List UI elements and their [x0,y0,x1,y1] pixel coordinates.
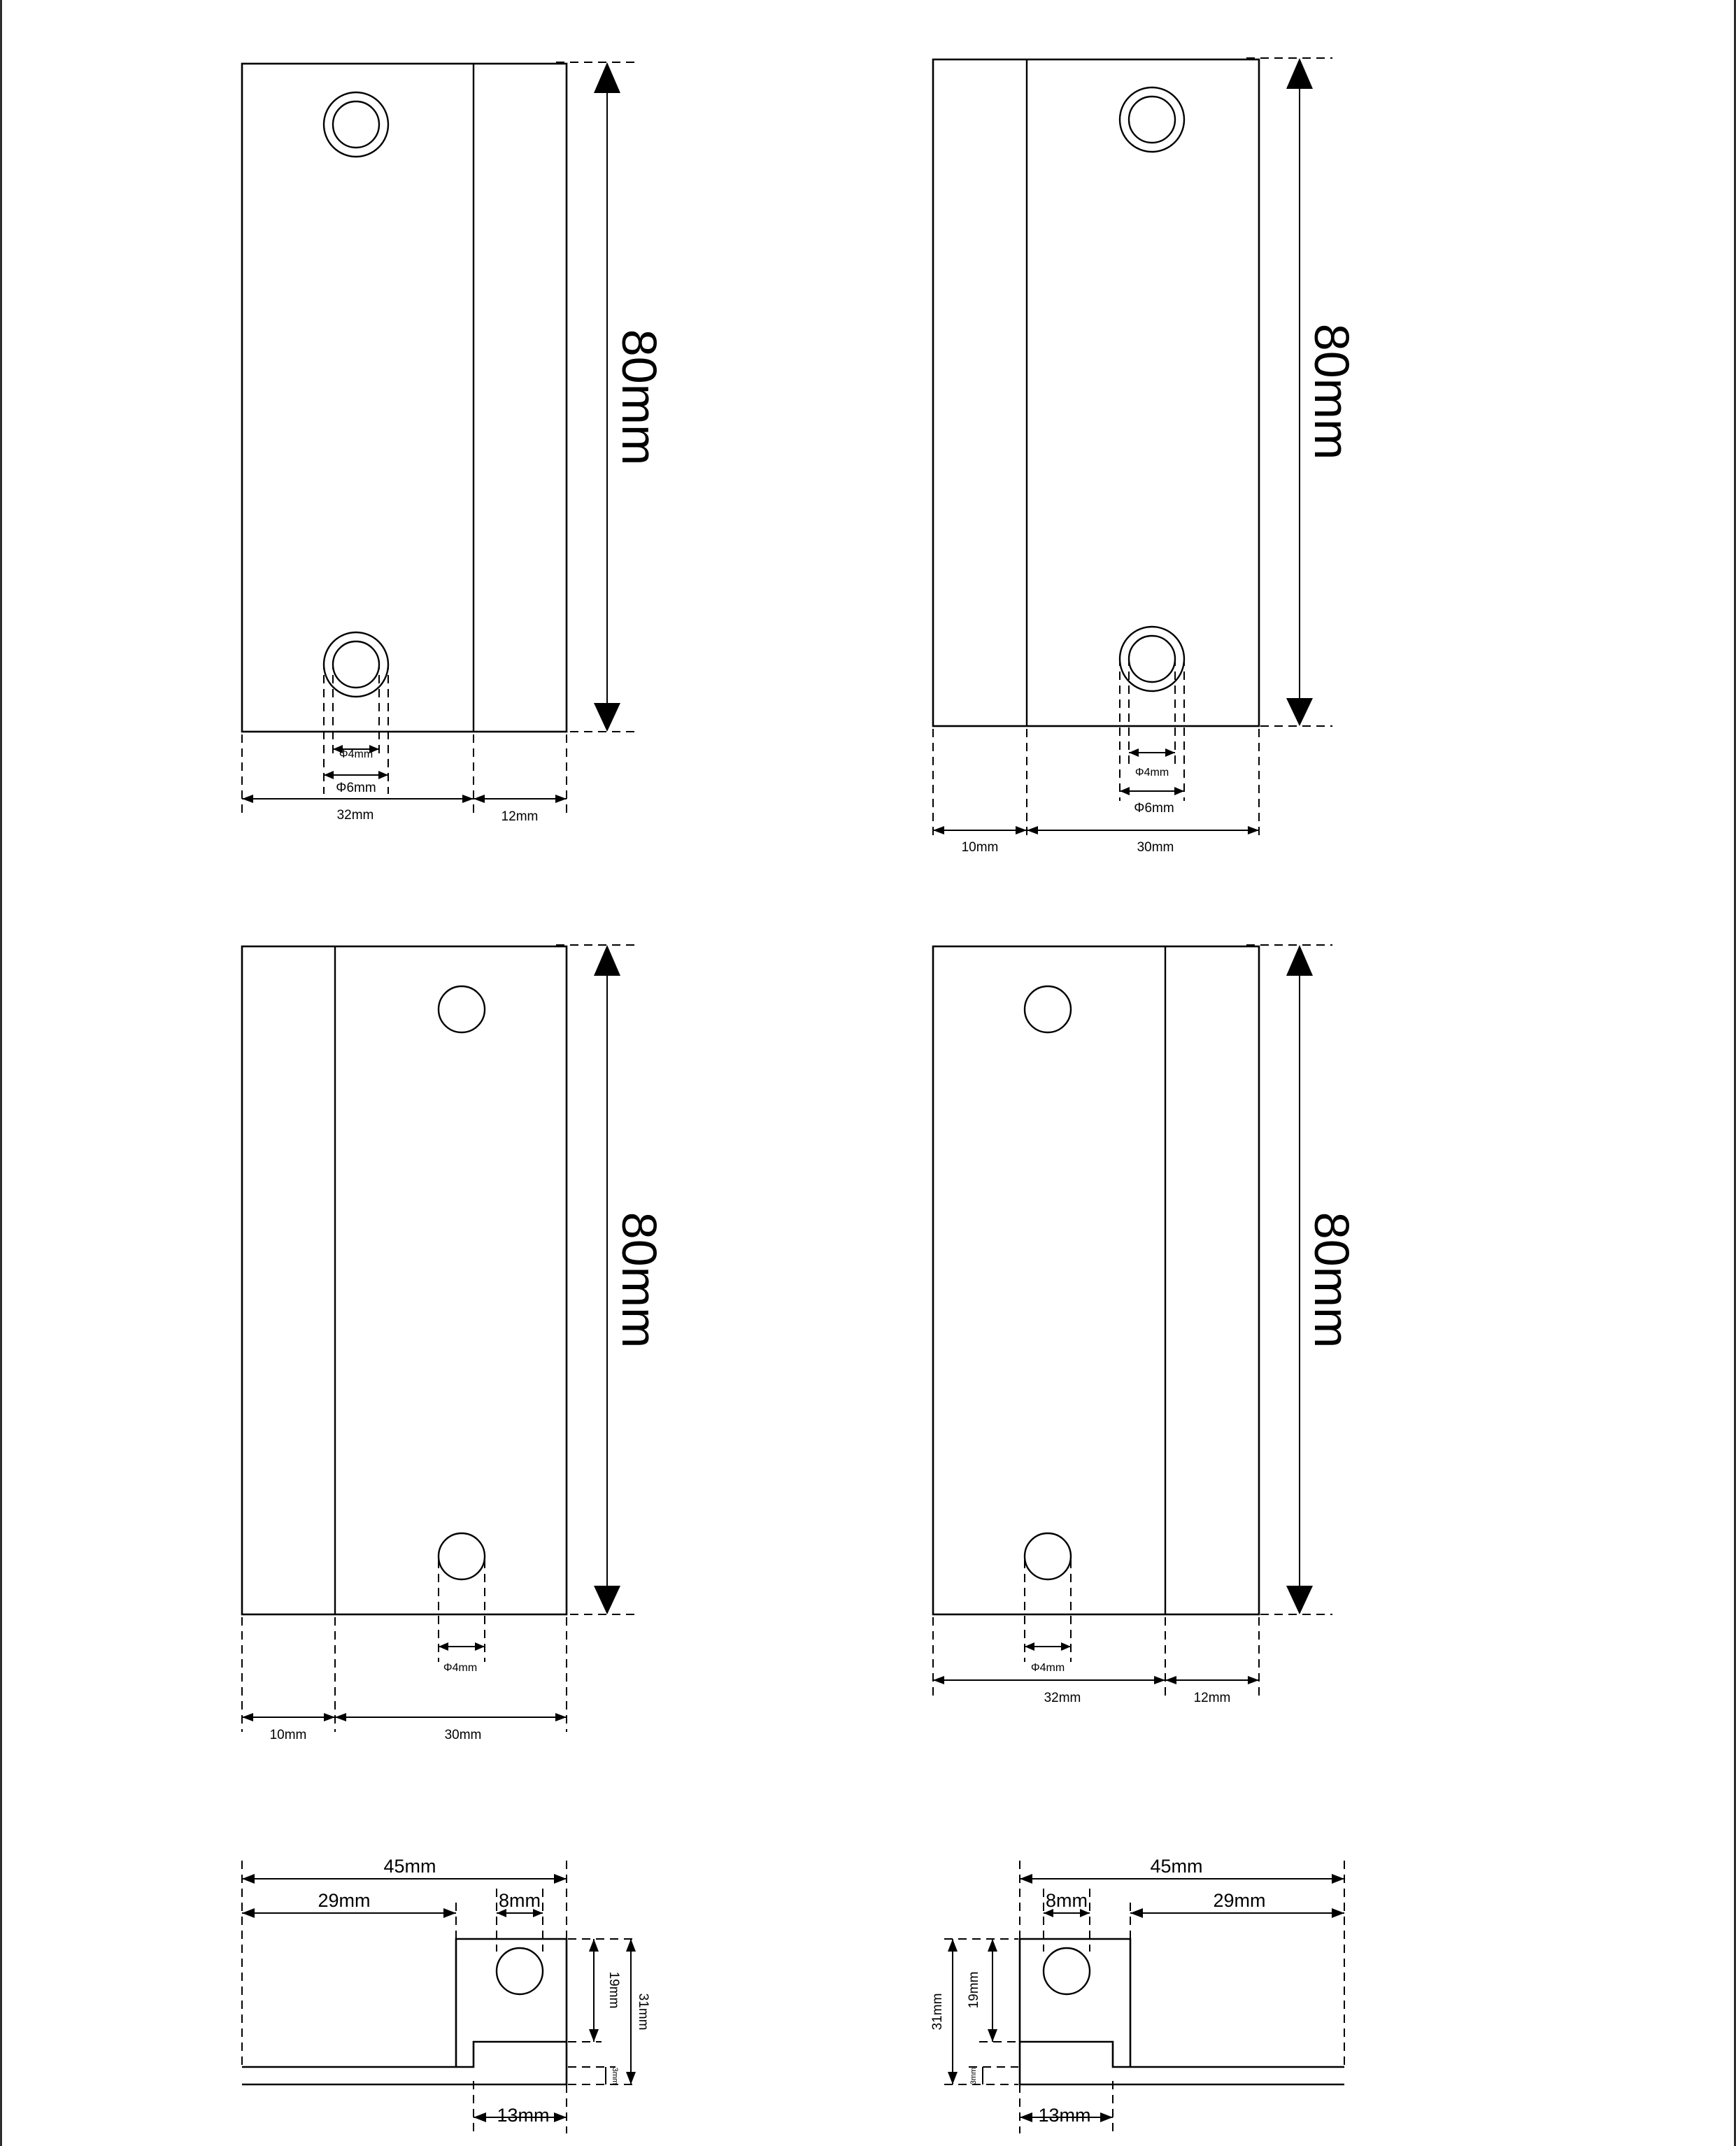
view-d-width-side-label: 12mm [1193,1691,1231,1705]
view-d-height-label: 80mm [1304,1211,1359,1349]
view-f-total-width-label: 45mm [1150,1856,1203,1877]
view-e-total-width-label: 45mm [383,1856,436,1877]
view-d-width-main-label: 32mm [1044,1691,1081,1705]
view-a-hole-inner-label: Φ4mm [339,748,373,760]
view-f-slot-width-label: 13mm [1038,2105,1091,2126]
view-e-thickness-label: 3mm [611,2067,619,2085]
view-a-hole-outer-label: Φ6mm [336,781,376,795]
view-e-flange-width-label: 29mm [318,1890,371,1911]
view-a-width-main-label: 32mm [336,808,374,823]
view-a-height-label: 80mm [612,329,667,466]
view-c-width-main-label: 30mm [444,1728,482,1742]
view-c-hole-label: Φ4mm [443,1662,478,1674]
view-b-hole-inner-label: Φ4mm [1134,767,1169,779]
view-e-slot-width-label: 13mm [497,2105,550,2126]
view-c-width-side-label: 10mm [269,1728,307,1742]
view-b-hole-outer-label: Φ6mm [1134,801,1174,816]
view-e-hole-height-label: 19mm [606,1971,621,2009]
view-b-height-label: 80mm [1304,323,1359,460]
view-e-total-height-label: 31mm [636,1993,650,2031]
view-f-total-height-label: 31mm [930,1993,945,2031]
view-c-height-label: 80mm [612,1211,667,1349]
view-a-width-side-label: 12mm [501,809,539,824]
view-e-hole-diameter-label: 8mm [499,1890,541,1911]
view-d-hole-label: Φ4mm [1030,1662,1065,1674]
view-f-flange-width-label: 29mm [1213,1890,1266,1911]
view-b-width-main-label: 30mm [1137,840,1174,855]
view-f-hole-height-label: 19mm [967,1971,981,2009]
view-f-thickness-label: 3mm [969,2067,978,2085]
view-f-hole-diameter-label: 8mm [1046,1890,1088,1911]
view-b-width-side-label: 10mm [961,840,999,855]
